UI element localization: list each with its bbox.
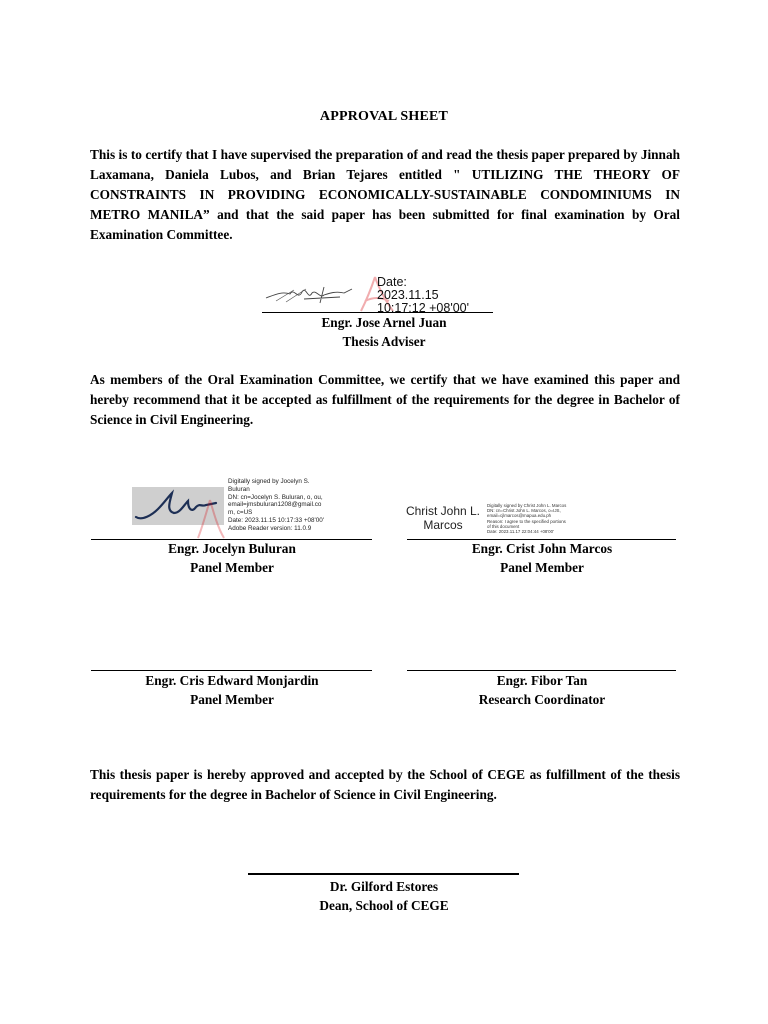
adviser-stamp-date: 2023.11.15	[377, 288, 439, 302]
adviser-handwritten-signature	[264, 281, 356, 307]
certification-paragraph: This is to certify that I have supervised the preparation of and read the thesis paper prepared by Jinnah Laxamana, Daniela Lubos, and Brian Tejares entitled " UTILIZING THE THEORY OF CONSTRAINTS IN PROVIDING ECONOMICALLY-SUSTAINABLE CONDOMINIUMS IN METRO MANILA” and that the said paper has been submitted for final examination by Oral Examination Committee.	[90, 147, 680, 242]
panel-1-stamp-line: Digitally signed by Jocelyn S.	[228, 478, 310, 485]
adviser-signature-block	[262, 275, 502, 315]
panel-2-stamp-line: Date: 2023.11.17 22:04:44 +08'00'	[487, 529, 554, 535]
panel-1-stamp-line: m, c=US	[228, 509, 253, 517]
dean-role: Dean, School of CEGE	[319, 898, 449, 913]
panel-1-stamp-line: Adobe Reader version: 11.0.9	[228, 524, 312, 532]
panel-2-stamp-line: Digitally signed by Christ John L. Marcos	[487, 503, 567, 508]
dean-signature-line	[248, 873, 519, 875]
coordinator-name: Engr. Fibor Tan	[496, 673, 588, 688]
panel-3-name: Engr. Cris Edward Monjardin	[145, 673, 319, 688]
committee-paragraph: As members of the Oral Examination Committee, we certify that we have examined this paper and hereby recommend that it be accepted as fulfillment of the requirements for the degree in Bachelor of Science in Civil Engineering.	[90, 372, 680, 427]
panel-2-stamp-line: DN: cn=Christ John L. Marcos, o=IJS,	[487, 508, 561, 514]
panel-1-stamp-line: email=jmsbuluran1208@gmail.co	[228, 501, 322, 509]
panel-2-stamp-signer-line1: Christ John L.	[405, 504, 481, 518]
adviser-stamp-time: 10:17:12 +08'00'	[377, 301, 470, 315]
panel-1-stamp-text	[228, 478, 346, 533]
panel-2-role: Panel Member	[500, 560, 584, 575]
panel-2-stamp-signer	[402, 504, 484, 532]
panel-2-stamp-line: email=cjlmarcos@mapua.edu.ph	[487, 513, 552, 519]
adviser-role: Thesis Adviser	[342, 334, 426, 349]
panel-3-role: Panel Member	[190, 692, 274, 707]
coordinator-role: Research Coordinator	[478, 692, 606, 707]
panel-2-name: Engr. Crist John Marcos	[471, 541, 613, 556]
panel-1-stamp-line: Date: 2023.11.15 10:17:33 +08'00'	[228, 516, 324, 524]
panel-1-name: Engr. Jocelyn Buluran	[168, 541, 296, 556]
panel-2-stamp-text	[487, 503, 602, 534]
dean-name: Dr. Gilford Estores	[329, 879, 439, 894]
panel-1-role: Panel Member	[190, 560, 274, 575]
adviser-name: Engr. Jose Arnel Juan	[321, 315, 447, 330]
panel-2-stamp-line: Reason: I agree to the specified portions	[487, 518, 566, 524]
panel-1-signature-block	[132, 478, 342, 540]
panel-2-stamp-line: of this document	[487, 523, 520, 529]
panel-2-signature-block	[402, 500, 602, 540]
panel-1-stamp-line: Buluran	[228, 485, 250, 493]
document-title: APPROVAL SHEET	[319, 109, 449, 124]
panel-2-stamp-signer-line2: Marcos	[423, 518, 463, 532]
panel-1-watermark-icon	[196, 498, 226, 540]
panel-1-stamp-line: DN: cn=Jocelyn S. Buluran, o, ou,	[228, 493, 323, 501]
approval-paragraph: This thesis paper is hereby approved and accepted by the School of CEGE as fulfillment of the thesis requirements for the degree in Bachelor of Science in Civil Engineering.	[90, 767, 680, 802]
adviser-stamp-date-label: Date:	[377, 275, 407, 289]
